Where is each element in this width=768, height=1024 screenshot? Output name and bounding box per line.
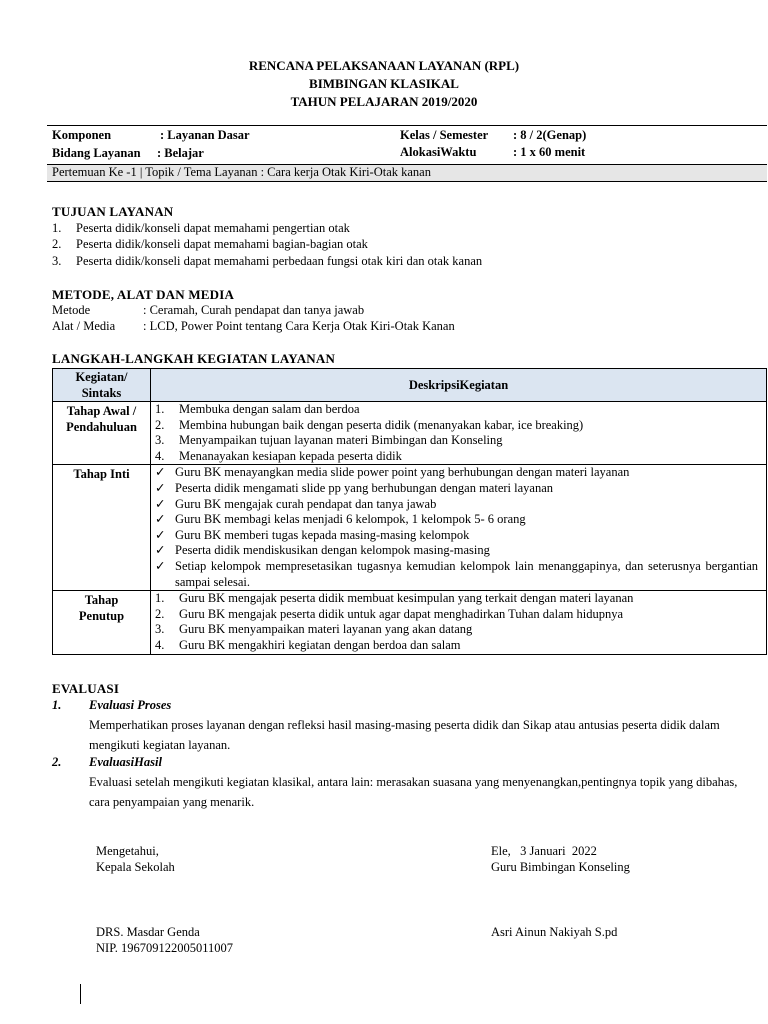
tahap-awal-label-line2: Pendahuluan (66, 420, 137, 434)
tujuan-item-1: Peserta didik/konseli dapat memahami pengertian otak (76, 221, 350, 235)
tahap-inti-label: Tahap Inti (53, 465, 151, 591)
place-date-text: Ele, 3 Januari 2022 (491, 844, 597, 858)
list-item (151, 449, 766, 465)
list-item (151, 418, 766, 434)
kepala-sekolah-text: Kepala Sekolah (96, 860, 175, 874)
table-row-awal (53, 402, 767, 465)
item-text: Peserta didik mendiskusikan dengan kelompok masing-masing (175, 543, 490, 558)
item-text: Guru BK mengakhiri kegiatan dengan berdoa dan salam (179, 637, 461, 652)
evaluasi-hasil-title: EvaluasiHasil (89, 755, 162, 769)
item-number: 3. (155, 433, 165, 448)
check-icon: ✓ (155, 480, 166, 495)
item-number: 1. (155, 402, 165, 416)
tahap-penutup-label-line2: Penutup (78, 609, 125, 624)
kelas-label: Kelas / Semester (400, 128, 489, 142)
kegiatan-table (52, 368, 767, 655)
table-row-penutup (53, 591, 767, 654)
guru-bk-text: Guru Bimbingan Konseling (491, 860, 630, 874)
tujuan-num-1: 1. (52, 221, 62, 235)
tujuan-num-2: 2. (52, 237, 62, 251)
item-text: Peserta didik mengamati slide pp yang berhubungan dengan materi layanan (175, 480, 554, 495)
alokasi-value: : 1 x 60 menit (513, 145, 586, 159)
tahap-awal-desc (151, 402, 767, 465)
kepala-sekolah-nip: NIP. 196709122005011007 (96, 941, 234, 955)
list-item (151, 497, 766, 513)
evaluasi-proses-title: Evaluasi Proses (89, 698, 172, 712)
item-text: Membuka dengan salam dan berdoa (179, 402, 360, 416)
alat-label: Alat / Media (52, 319, 116, 333)
alokasi-label: AlokasiWaktu (400, 145, 477, 159)
info-top-rule (47, 125, 767, 126)
list-item (151, 402, 766, 418)
tahap-inti-desc (151, 465, 767, 591)
tujuan-item-3: Peserta didik/konseli dapat memahami perbedaan fungsi otak kiri dan otak kanan (76, 254, 483, 268)
evaluasi-hasil-text: Evaluasi setelah mengikuti kegiatan klasikal, antara lain: merasakan suasana yang menyenangkan,pentingnya topik yang dibahas, cara penyampaian yang menarik. (89, 775, 738, 809)
list-item (151, 559, 766, 590)
list-item (151, 512, 766, 528)
item-number: 1. (155, 591, 165, 606)
item-text: Menyampaikan tujuan layanan materi Bimbingan dan Konseling (179, 433, 503, 448)
item-text: Membina hubungan baik dengan peserta didik (menanyakan kabar, ice breaking) (179, 417, 584, 432)
check-icon: ✓ (155, 496, 166, 511)
bidang-value: : Belajar (157, 146, 204, 160)
header-kegiatan-line2: Sintaks (81, 386, 122, 400)
item-text: Guru BK membagi kelas menjadi 6 kelompok, 1 kelompok 5- 6 orang (175, 512, 526, 527)
item-number: 2. (155, 417, 165, 432)
doc-title-line2: BIMBINGAN KLASIKAL (309, 76, 459, 91)
list-item (151, 622, 766, 638)
doc-title-line3: TAHUN PELAJARAN 2019/2020 (290, 94, 478, 109)
item-number: 3. (155, 622, 165, 637)
item-text: Guru BK mengajak peserta didik membuat kesimpulan yang terkait dengan materi layanan (179, 591, 634, 606)
tahap-penutup-desc (151, 591, 767, 654)
list-item (151, 638, 766, 654)
item-number: 2. (155, 606, 165, 621)
table-row-inti (53, 465, 767, 591)
item-text: Guru BK menyampaikan materi layanan yang akan datang (179, 622, 473, 637)
tahap-penutup-label (53, 591, 151, 654)
text-cursor (80, 984, 81, 1004)
item-text: Setiap kelompok mempresetasikan tugasnya kemudian kelompok lain menanggapinya, dan seterusnya bergantian sampai selesai. (175, 558, 758, 589)
list-item (151, 607, 766, 623)
tujuan-item-2: Peserta didik/konseli dapat memahami bagian-bagian otak (76, 237, 368, 251)
metode-label: Metode (52, 303, 91, 317)
doc-title-line1: RENCANA PELAKSANAAN LAYANAN (RPL) (248, 58, 520, 73)
tahap-penutup-label-line1: Tahap (84, 593, 119, 608)
header-kegiatan-line1: Kegiatan/ (75, 370, 128, 384)
item-text: Guru BK mengajak peserta didik untuk agar dapat menghadirkan Tuhan dalam hidupnya (179, 606, 623, 621)
list-item (151, 543, 766, 559)
item-text: Guru BK menayangkan media slide power point yang berhubungan dengan materi layanan (175, 465, 630, 480)
evaluasi-proses-num: 1. (52, 698, 62, 712)
table-header-row (53, 369, 767, 402)
guru-bk-name: Asri Ainun Nakiyah S.pd (491, 925, 618, 939)
tujuan-heading: TUJUAN LAYANAN (52, 204, 174, 219)
alat-value: : LCD, Power Point tentang Cara Kerja Otak Kiri-Otak Kanan (143, 319, 455, 333)
item-text: Menanayakan kesiapan kepada peserta didik (179, 448, 402, 463)
metode-value: : Ceramah, Curah pendapat dan tanya jawab (143, 303, 365, 317)
tahap-awal-label-line1: Tahap Awal / (66, 404, 137, 418)
komponen-label: Komponen (52, 128, 112, 142)
check-icon: ✓ (155, 558, 166, 573)
kelas-value: : 8 / 2(Genap) (513, 128, 587, 142)
list-item (151, 465, 766, 481)
list-item (151, 528, 766, 544)
list-item (151, 481, 766, 497)
header-kegiatan (53, 369, 151, 402)
check-icon: ✓ (155, 465, 166, 480)
check-icon: ✓ (155, 512, 166, 527)
item-number: 4. (155, 448, 165, 463)
evaluasi-proses-text: Memperhatikan proses layanan dengan refleksi hasil masing-masing peserta didik dan Sikap atau antusias peserta didik dalam mengikuti kegiatan layanan. (89, 718, 720, 752)
tahap-awal-label (53, 402, 151, 465)
metode-heading: METODE, ALAT DAN MEDIA (52, 287, 235, 302)
bidang-label: Bidang Layanan (52, 146, 141, 160)
kepala-sekolah-name: DRS. Masdar Genda (96, 925, 200, 939)
pertemuan-text: Pertemuan Ke -1 | Topik / Tema Layanan : Cara kerja Otak Kiri-Otak kanan (52, 165, 431, 179)
header-deskripsi: DeskripsiKegiatan (151, 369, 767, 402)
item-text: Guru BK memberi tugas kepada masing-masing kelompok (175, 527, 470, 542)
komponen-value: : Layanan Dasar (160, 128, 250, 142)
langkah-heading: LANGKAH-LANGKAH KEGIATAN LAYANAN (52, 351, 336, 366)
evaluasi-hasil-num: 2. (52, 755, 62, 769)
evaluasi-heading: EVALUASI (52, 681, 120, 696)
item-text: Guru BK mengajak curah pendapat dan tanya jawab (175, 496, 437, 511)
tujuan-num-3: 3. (52, 254, 62, 268)
check-icon: ✓ (155, 543, 166, 558)
check-icon: ✓ (155, 527, 166, 542)
mengetahui-text: Mengetahui, (96, 844, 159, 858)
list-item (151, 433, 766, 449)
item-number: 4. (155, 637, 165, 652)
list-item (151, 591, 766, 607)
